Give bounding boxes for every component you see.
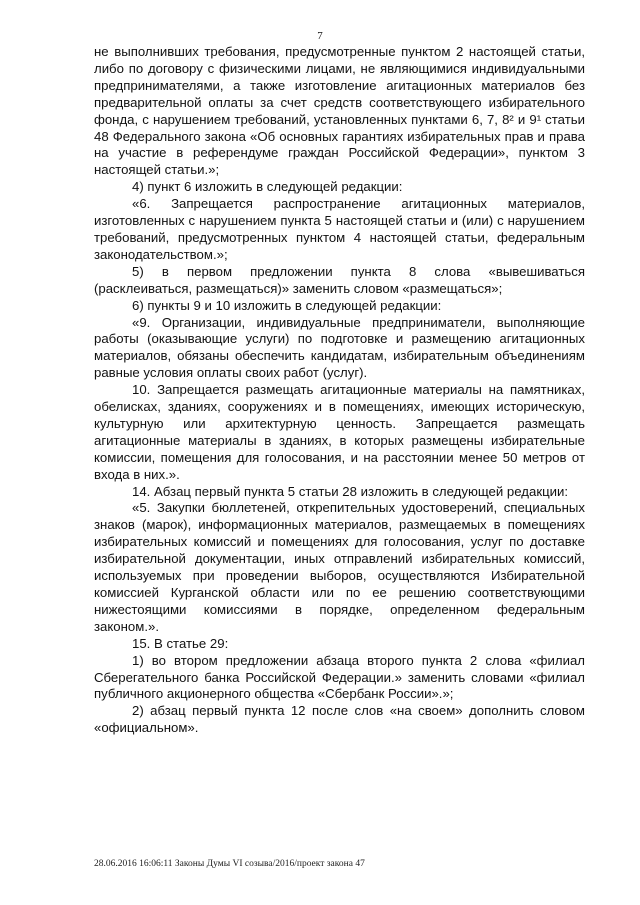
paragraph-subitem-2: 2) абзац первый пункта 12 после слов «на своем» дополнить словом «официальном». xyxy=(94,703,585,736)
paragraph-section-15: 15. В статье 29: xyxy=(132,635,229,651)
paragraph-clause-9: «9. Организации, индивидуальные предприниматели, выполняющие работы (оказывающие услуги) по подготовке и размещению агитационных материалов, обязаны обеспечить кандидатам, избирательным объединениям равные условия оплаты своих работ (услуг). xyxy=(94,314,585,381)
paragraph-clause-10: 10. Запрещается размещать агитационные материалы на памятниках, обелисках, зданиях, сооружениях и в помещениях, имеющих историческую, культурную или архитектурную ценность. Запрещается размещать агитационные материалы в зданиях, в которых размещены избирательные комиссии, помещения для голосования, и на расстоянии менее 50 метров от входа в них.». xyxy=(94,382,585,482)
document-body xyxy=(94,44,585,737)
paragraph-section-14: 14. Абзац первый пункта 5 статьи 28 изложить в следующей редакции: xyxy=(132,483,569,499)
paragraph-item-5: 5) в первом предложении пункта 8 слова «вывешиваться (расклеиваться, размещаться)» заменить словом «размещаться»; xyxy=(94,263,585,296)
paragraph-item-6: 6) пункты 9 и 10 изложить в следующей редакции: xyxy=(132,297,442,313)
paragraph-continuation: не выполнивших требования, предусмотренные пунктом 2 настоящей статьи, либо по договору с физическими лицами, не являющимися индивидуальными предпринимателями, а также изготовление агитационных материалов без предварительной оплаты за счет средств соответствующего избирательного фонда, с нарушением требований, установленных пунктами 6, 7, 8² и 9¹ статьи 48 Федерального закона «Об основных гарантиях избирательных прав и права на участие в референдуме граждан Российской Федерации», пунктом 3 настоящей статьи.»; xyxy=(94,44,585,178)
paragraph-clause-6: «6. Запрещается распространение агитационных материалов, изготовленных с нарушением пункта 5 настоящей статьи и (или) с нарушением требований, предусмотренных пунктом 4 настоящей статьи, федеральным законодательством.»; xyxy=(94,196,585,262)
paragraph-subitem-1: 1) во втором предложении абзаца второго пункта 2 слова «филиал Сберегательного банка Российской Федерации.» заменить словами «филиал публичного акционерного общества «Сбербанк России».»; xyxy=(94,652,585,702)
page-number: 7 xyxy=(317,30,323,42)
paragraph-clause-5: «5. Закупки бюллетеней, открепительных удостоверений, специальных знаков (марок), информационных материалов, размещаемых в помещениях избирательных комиссий и помещениях для голосования, услуг по доставке избирательной документации, иных отправлений избирательных комиссий, используемых при проведении выборов, осуществляются Избирательной комиссией Курганской области или по ее решению соответствующими нижестоящими комиссиями в порядке, определенном федеральным законом.». xyxy=(94,500,585,634)
paragraph-item-4: 4) пункт 6 изложить в следующей редакции: xyxy=(132,179,403,195)
footer-path: 28.06.2016 16:06:11 Законы Думы VI созыва/2016/проект закона 47 xyxy=(94,859,365,869)
